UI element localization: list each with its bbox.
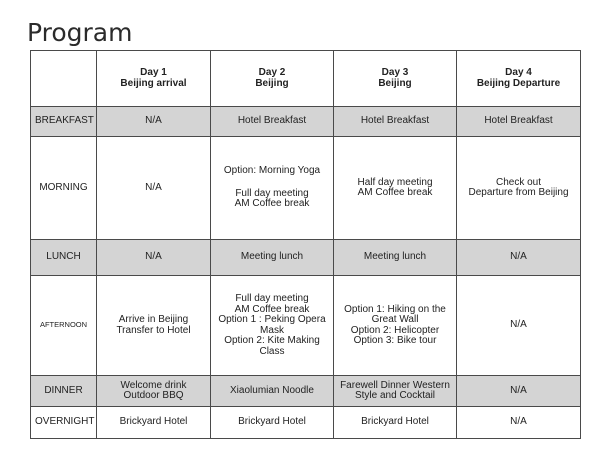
day-label: Day 4 (505, 67, 532, 78)
day-place: Beijing (255, 77, 289, 89)
row-dinner (31, 376, 581, 407)
cell-line: Outdoor BBQ (123, 390, 184, 401)
row-overnight (31, 407, 581, 439)
table-cell (457, 137, 581, 240)
table-cell: Xiaolumian Noodle (211, 376, 334, 407)
day-header-2 (211, 51, 334, 107)
cell-line: Welcome drink (120, 379, 187, 391)
row-morning (31, 137, 581, 240)
day-place: Beijing (378, 77, 412, 89)
cell-line: Option 1: Hiking on the Great Wall (344, 303, 446, 325)
cell-line: Option 1 : Peking Opera Mask (218, 314, 326, 336)
table-cell (97, 376, 211, 407)
program-table (30, 50, 581, 439)
table-cell: Hotel Breakfast (334, 107, 457, 137)
row-label: DINNER (31, 376, 97, 407)
table-cell (97, 276, 211, 376)
day-place: Beijing Departure (476, 77, 561, 89)
table-cell: Hotel Breakfast (457, 107, 581, 137)
day-label: Day 2 (258, 67, 286, 78)
row-afternoon (31, 276, 581, 376)
day-label: Day 3 (381, 67, 409, 78)
cell-line: AM Coffee break (357, 187, 433, 198)
cell-line: AM Coffee break (234, 198, 310, 210)
cell-gap (215, 177, 329, 189)
row-label: MORNING (31, 137, 97, 240)
cell-line: Transfer to Hotel (116, 324, 191, 336)
row-lunch (31, 240, 581, 276)
row-label: AFTERNOON (31, 276, 97, 376)
cell-line: Full day meeting (235, 293, 309, 304)
table-cell: N/A (457, 376, 581, 407)
cell-line: Arrive in Beijing (118, 314, 189, 325)
cell-line: Check out (495, 176, 542, 188)
corner-cell (31, 51, 97, 107)
row-label: OVERNIGHT (31, 407, 97, 439)
table-cell: Farewell Dinner Western Style and Cocktail (334, 376, 457, 407)
cell-line: Half day meeting (357, 176, 433, 188)
day-header-3 (334, 51, 457, 107)
page-title: Program (27, 18, 133, 47)
cell-line: Departure from Beijing (468, 187, 569, 198)
table-cell (211, 137, 334, 240)
table-cell: N/A (97, 240, 211, 276)
header-row (31, 51, 581, 107)
table-cell (211, 276, 334, 376)
day-header-4 (457, 51, 581, 107)
day-place: Beijing arrival (120, 77, 187, 89)
cell-line: Full day meeting (235, 187, 309, 199)
table-cell: N/A (457, 276, 581, 376)
cell-line: Option 2: Helicopter (350, 324, 440, 336)
table-cell: Brickyard Hotel (211, 407, 334, 439)
table-cell: N/A (97, 137, 211, 240)
cell-line: Option 3: Bike tour (353, 335, 437, 346)
table-cell (334, 137, 457, 240)
cell-line: Option 2: Kite Making Class (224, 335, 320, 357)
table-cell: Meeting lunch (211, 240, 334, 276)
table-cell: Meeting lunch (334, 240, 457, 276)
cell-line: AM Coffee break (234, 303, 310, 315)
cell-line: Option: Morning Yoga (223, 165, 321, 177)
table-cell: Brickyard Hotel (97, 407, 211, 439)
table-cell: Brickyard Hotel (334, 407, 457, 439)
day-label: Day 1 (140, 67, 167, 78)
row-breakfast (31, 107, 581, 137)
day-header-1 (97, 51, 211, 107)
table-cell: N/A (97, 107, 211, 137)
table-cell (334, 276, 457, 376)
row-label: LUNCH (31, 240, 97, 276)
row-label: BREAKFAST (31, 107, 97, 137)
table-cell: Hotel Breakfast (211, 107, 334, 137)
table-cell: N/A (457, 407, 581, 439)
table-cell: N/A (457, 240, 581, 276)
